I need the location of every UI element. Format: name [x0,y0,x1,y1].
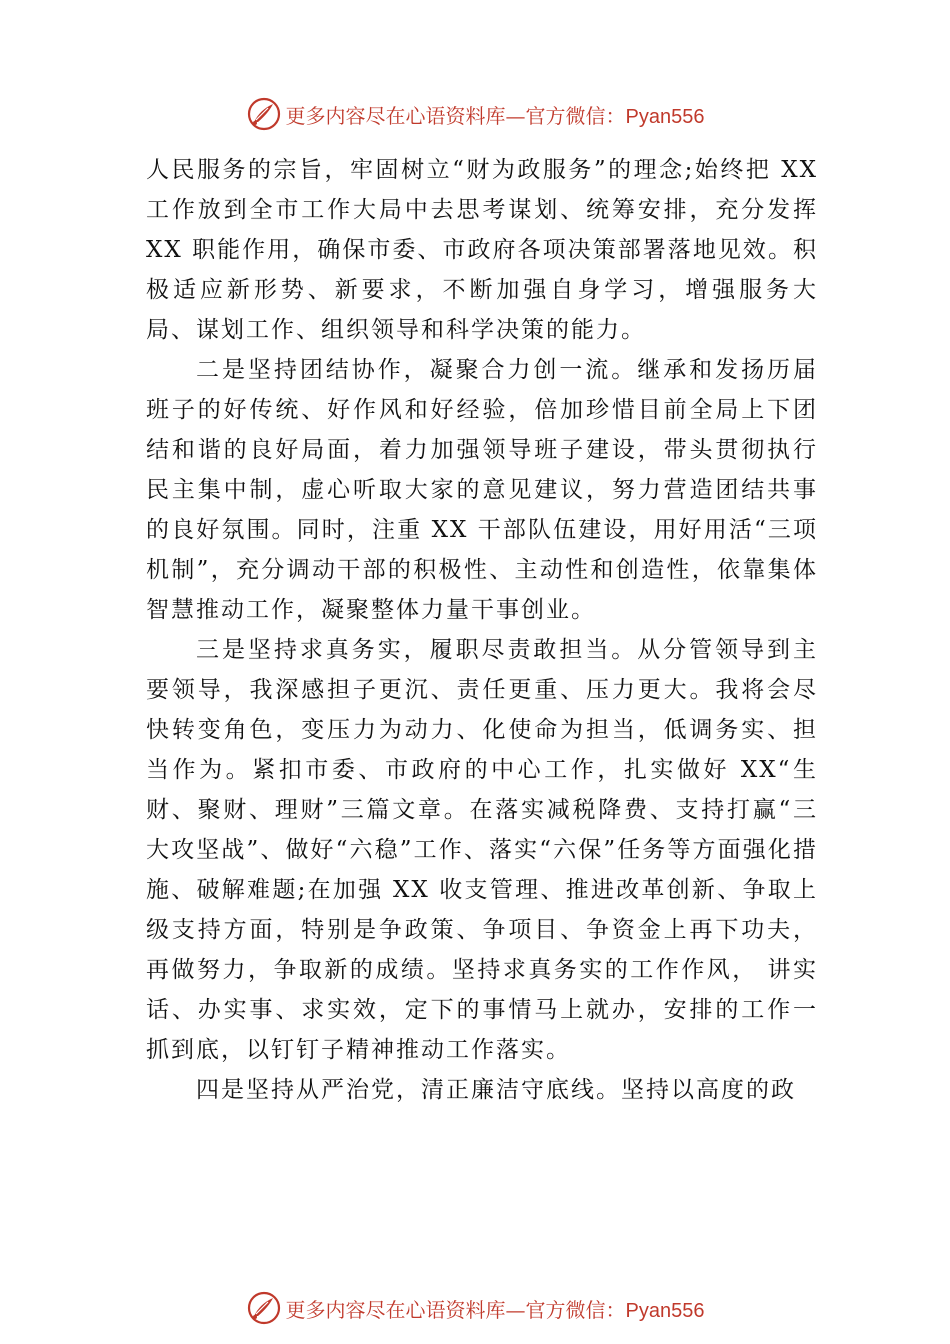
paragraph-4: 四是坚持从严治党，清正廉洁守底线。坚持以高度的政 [196,1077,796,1103]
footer-banner-account: Pyan556 [625,1299,705,1322]
header-banner-text: 更多内容尽在心语资料库—官方微信：Pyan556 [285,103,705,128]
footer-banner-text: 更多内容尽在心语资料库—官方微信：Pyan556 [285,1297,705,1322]
paragraph-2: 二是坚持团结协作，凝聚合力创一流。继承和发扬历届班子的好传统、好作风和好经验，倍加珍惜目前全局上下团结和谐的良好局面，着力加强领导班子建设，带头贯彻执行民主集中制，虚心听取大家的意见建议，努力营造团结共事的良好氛围。同时，注重 XX 干部队伍建设，用好用活“三项机制”，充分调动干部的积极性、主动性和创造性，依靠集体智慧推动工作，凝聚整体力量干事创业。 [146,357,818,623]
document-body [146,150,818,1110]
pen-nib-logo-icon [246,96,282,132]
paragraph-3: 三是坚持求真务实，履职尽责敢担当。从分管领导到主要领导，我深感担子更沉、责任更重、压力更大。我将会尽快转变角色，变压力为动力、化使命为担当，低调务实、担当作为。紧扣市委、市政府的中心工作，扎实做好 XX“生财、聚财、理财”三篇文章。在落实减税降费、支持打赢“三大攻坚战”、做好“六稳”工作、落实“六保”任务等方面强化措施、破解难题;在加强 XX 收支管理、推进改革创新、争取上级支持方面，特别是争政策、争项目、争资金上再下功夫，再做努力，争取新的成绩。坚持求真务实的工作作风， 讲实话、办实事、求实效，定下的事情马上就办，安排的工作一抓到底，以钉钉子精神推动工作落实。 [146,637,818,1063]
paragraph-1: 人民服务的宗旨，牢固树立“财为政服务”的理念;始终把 XX 工作放到全市工作大局中去思考谋划、统筹安排，充分发挥 XX 职能作用，确保市委、市政府各项决策部署落地见效。积极适应新形势、新要求，不断加强自身学习，增强服务大局、谋划工作、组织领导和科学决策的能力。 [146,157,818,343]
header-banner-account: Pyan556 [625,105,705,128]
header-banner [0,94,950,134]
footer-banner [0,1288,950,1328]
pen-nib-logo-icon [246,1290,282,1326]
